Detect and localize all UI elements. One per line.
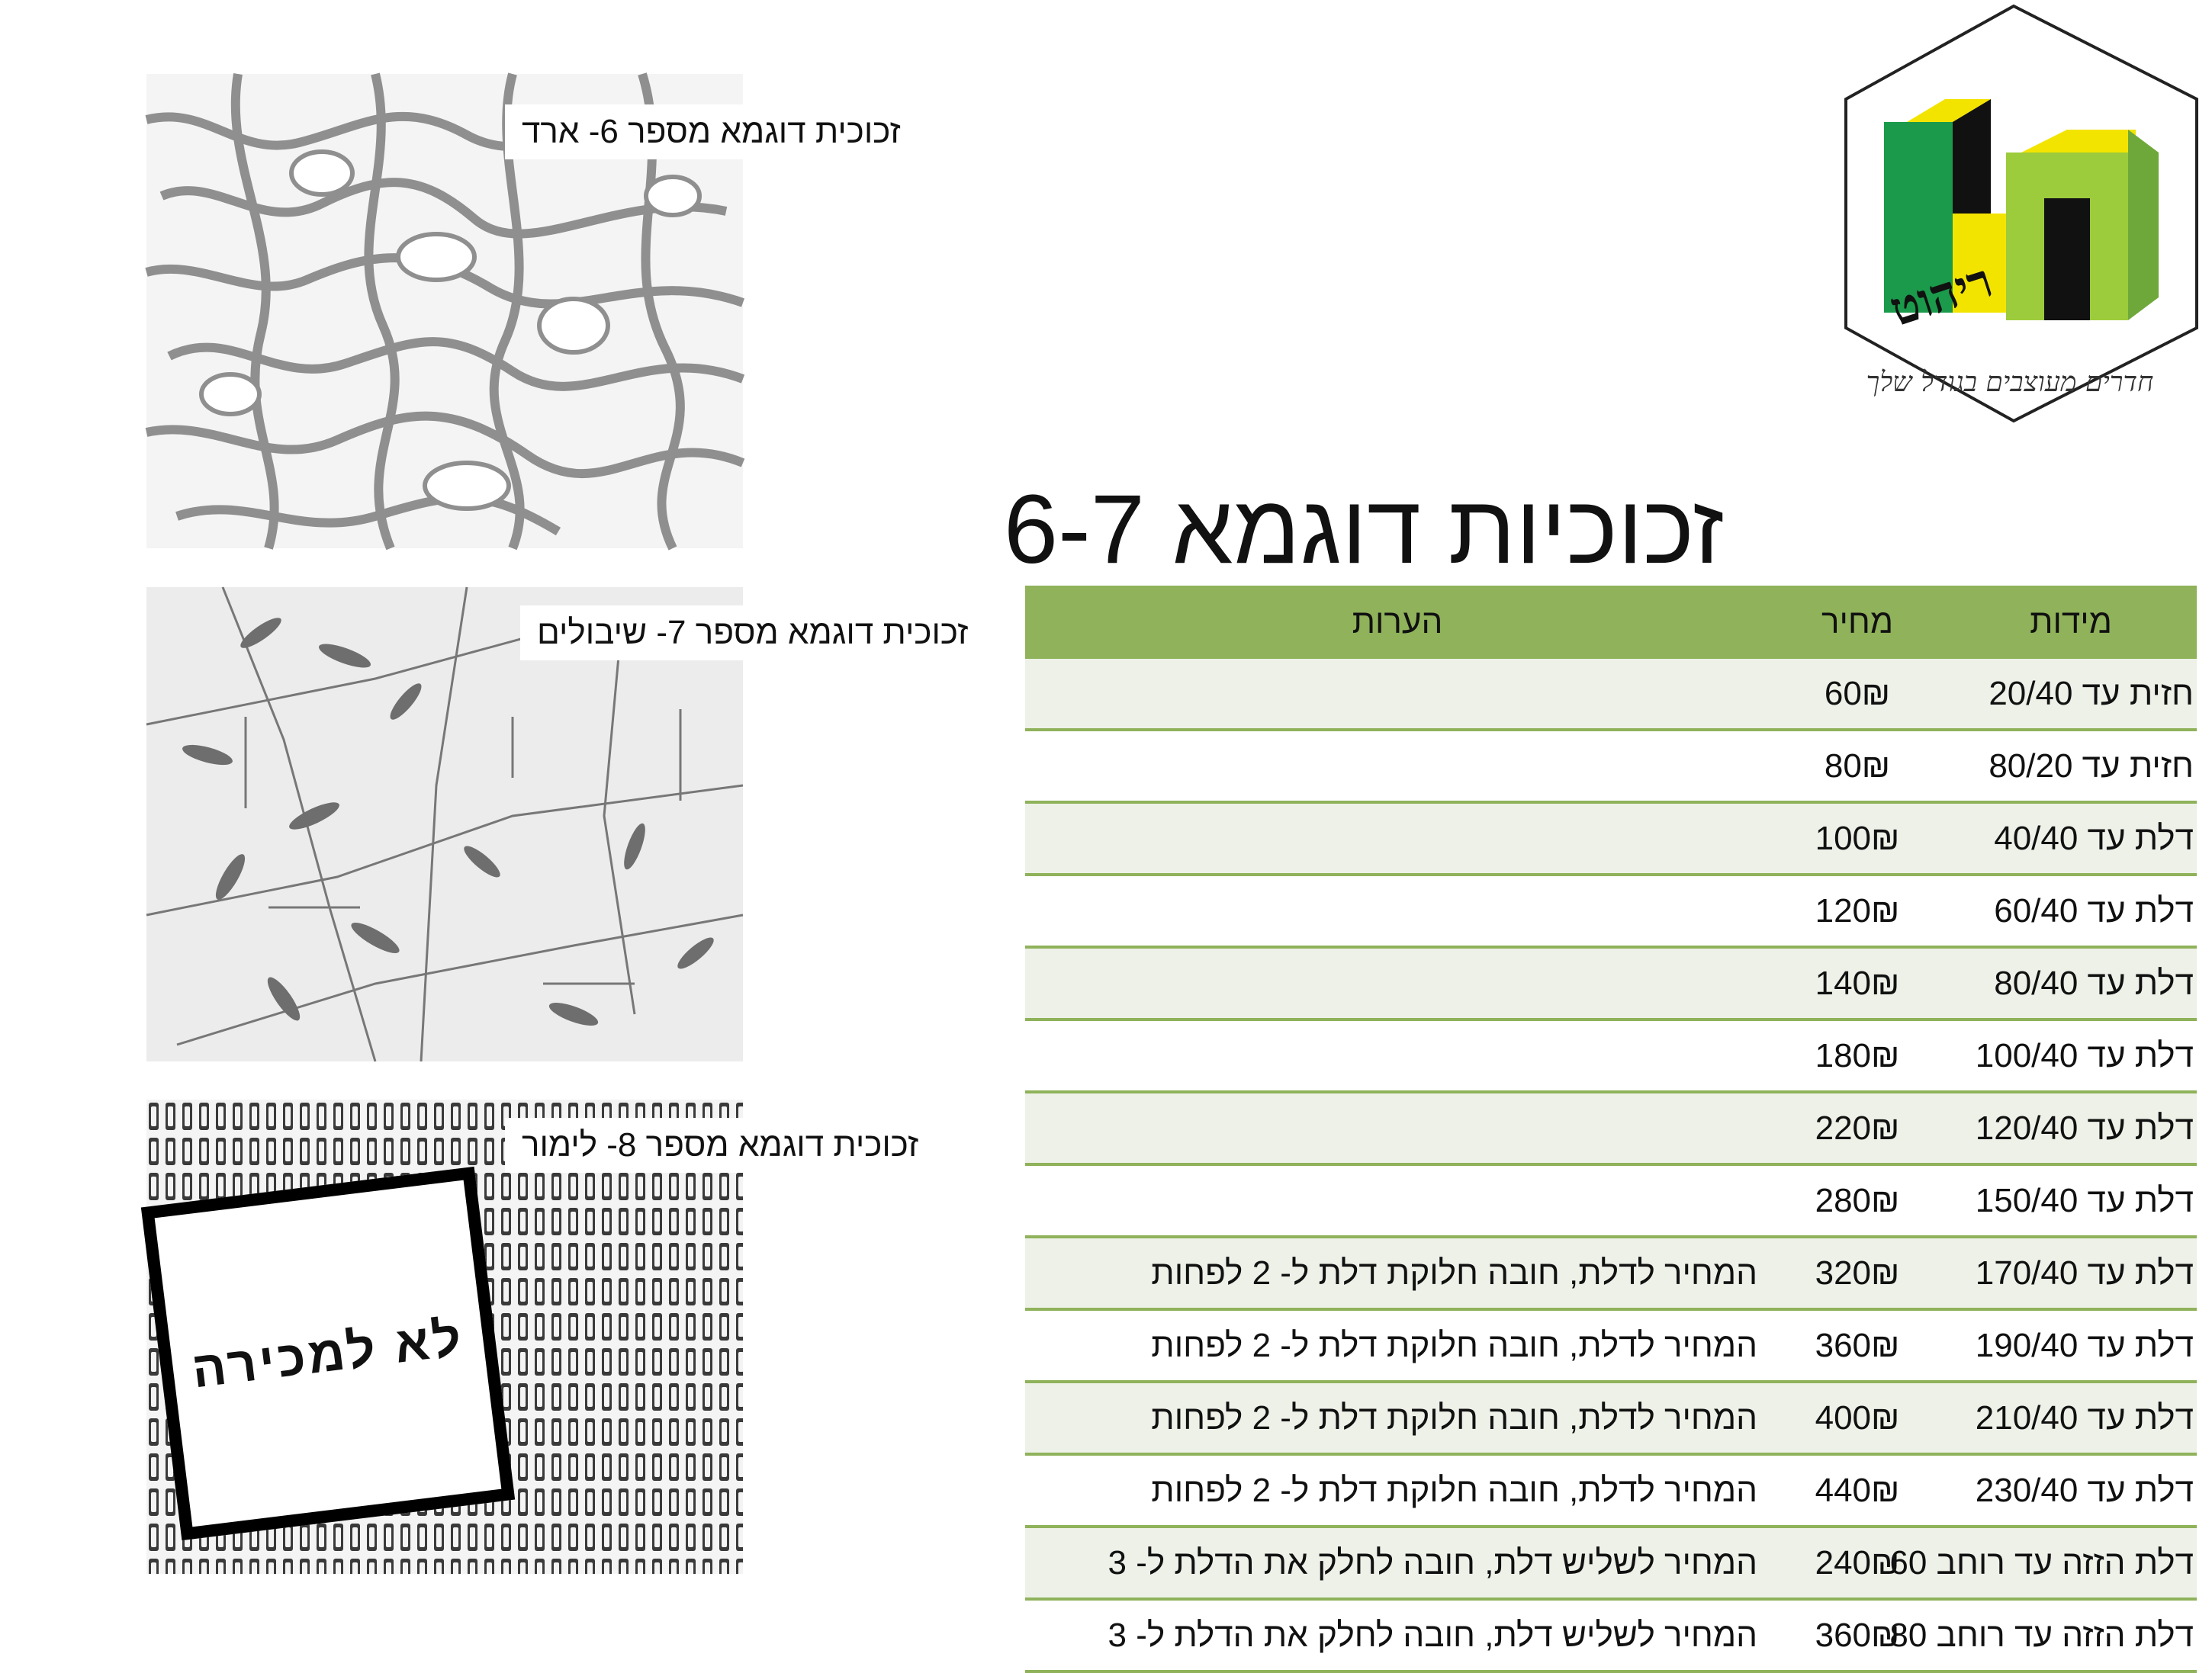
- price-cell: 280₪: [1770, 1164, 1945, 1237]
- price-cell: 440₪: [1770, 1454, 1945, 1527]
- page-title: זכוכיות דוגמא 6-7: [1003, 475, 1724, 584]
- table-row: [1025, 1020, 2197, 1092]
- notes-cell: המחיר לשליש דלת, חובה לחלק את הדלת ל- 3: [1025, 1527, 1770, 1599]
- price-cell: 360₪: [1770, 1309, 1945, 1382]
- table-row: [1025, 1309, 2197, 1382]
- brand-slogan: חדרים מעוצבים בגודל שלך: [1866, 367, 2154, 398]
- brand-logo: [1815, 0, 2212, 427]
- notes-cell: [1025, 659, 1770, 730]
- notes-cell: [1025, 1092, 1770, 1164]
- size-cell: דלת עד 120/40: [1945, 1092, 2197, 1164]
- price-cell: 320₪: [1770, 1237, 1945, 1309]
- price-cell: 400₪: [1770, 1382, 1945, 1454]
- size-cell: דלת עד 170/40: [1945, 1237, 2197, 1309]
- not-for-sale-stamp: [141, 1167, 515, 1540]
- table-row: [1025, 1599, 2197, 1671]
- notes-cell: [1025, 947, 1770, 1020]
- sample-8-label: זכוכית דוגמא מספר 8- לימור: [505, 1118, 929, 1173]
- table-row: [1025, 1164, 2197, 1237]
- notes-cell: [1025, 730, 1770, 802]
- size-cell: דלת הזזה עד רוחב 80: [1945, 1599, 2197, 1671]
- sample-6-label: זכוכית דוגמא מספר 6- ארד: [505, 104, 911, 159]
- column-header-notes: הערות: [1025, 586, 1770, 659]
- glass-sample-6-image: [146, 74, 901, 548]
- size-cell: דלת עד 100/40: [1945, 1020, 2197, 1092]
- price-cell: 220₪: [1770, 1092, 1945, 1164]
- table-row: [1025, 659, 2197, 730]
- sample-7-label: זכוכית דוגמא מספר 7- שיבולים: [520, 605, 979, 660]
- table-row: [1025, 802, 2197, 875]
- price-cell: 140₪: [1770, 947, 1945, 1020]
- table-row: [1025, 730, 2197, 802]
- column-header-price: מחיר: [1770, 586, 1945, 659]
- size-cell: דלת עד 150/40: [1945, 1164, 2197, 1237]
- table-row: [1025, 1237, 2197, 1309]
- price-cell: 240₪: [1770, 1527, 1945, 1599]
- notes-cell: [1025, 1020, 1770, 1092]
- notes-cell: המחיר לדלת, חובה חלוקת דלת ל- 2 לפחות: [1025, 1237, 1770, 1309]
- table-row: [1025, 1454, 2197, 1527]
- notes-cell: [1025, 802, 1770, 875]
- notes-cell: המחיר לדלת, חובה חלוקת דלת ל- 2 לפחות: [1025, 1454, 1770, 1527]
- notes-cell: המחיר לשליש דלת, חובה לחלק את הדלת ל- 3: [1025, 1599, 1770, 1671]
- size-cell: דלת עד 40/40: [1945, 802, 2197, 875]
- price-cell: 360₪: [1770, 1599, 1945, 1671]
- table-header-row: [1025, 586, 2197, 659]
- price-cell: 100₪: [1770, 802, 1945, 875]
- price-cell: 180₪: [1770, 1020, 1945, 1092]
- price-cell: 120₪: [1770, 875, 1945, 947]
- notes-cell: המחיר לדלת, חובה חלוקת דלת ל- 2 לפחות: [1025, 1309, 1770, 1382]
- column-header-size: מידות: [1945, 586, 2197, 659]
- size-cell: דלת עד 60/40: [1945, 875, 2197, 947]
- size-cell: דלת הזזה עד רוחב 60: [1945, 1527, 2197, 1599]
- table-row: [1025, 947, 2197, 1020]
- size-cell: חזית עד 80/20: [1945, 730, 2197, 802]
- price-table: [1025, 586, 2197, 1673]
- table-row: [1025, 1382, 2197, 1454]
- size-cell: דלת עד 230/40: [1945, 1454, 2197, 1527]
- price-cell: 60₪: [1770, 659, 1945, 730]
- notes-cell: [1025, 1164, 1770, 1237]
- price-cell: 80₪: [1770, 730, 1945, 802]
- table-row: [1025, 1527, 2197, 1599]
- stamp-text: לא למכירה: [188, 1309, 468, 1398]
- notes-cell: [1025, 875, 1770, 947]
- size-cell: דלת עד 190/40: [1945, 1309, 2197, 1382]
- size-cell: דלת עד 210/40: [1945, 1382, 2197, 1454]
- notes-cell: המחיר לדלת, חובה חלוקת דלת ל- 2 לפחות: [1025, 1382, 1770, 1454]
- brand-name: ריהוט: [1883, 252, 1999, 338]
- size-cell: חזית עד 20/40: [1945, 659, 2197, 730]
- glass-sample-7-image: [146, 587, 969, 1061]
- size-cell: דלת עד 80/40: [1945, 947, 2197, 1020]
- table-row: [1025, 1092, 2197, 1164]
- table-row: [1025, 875, 2197, 947]
